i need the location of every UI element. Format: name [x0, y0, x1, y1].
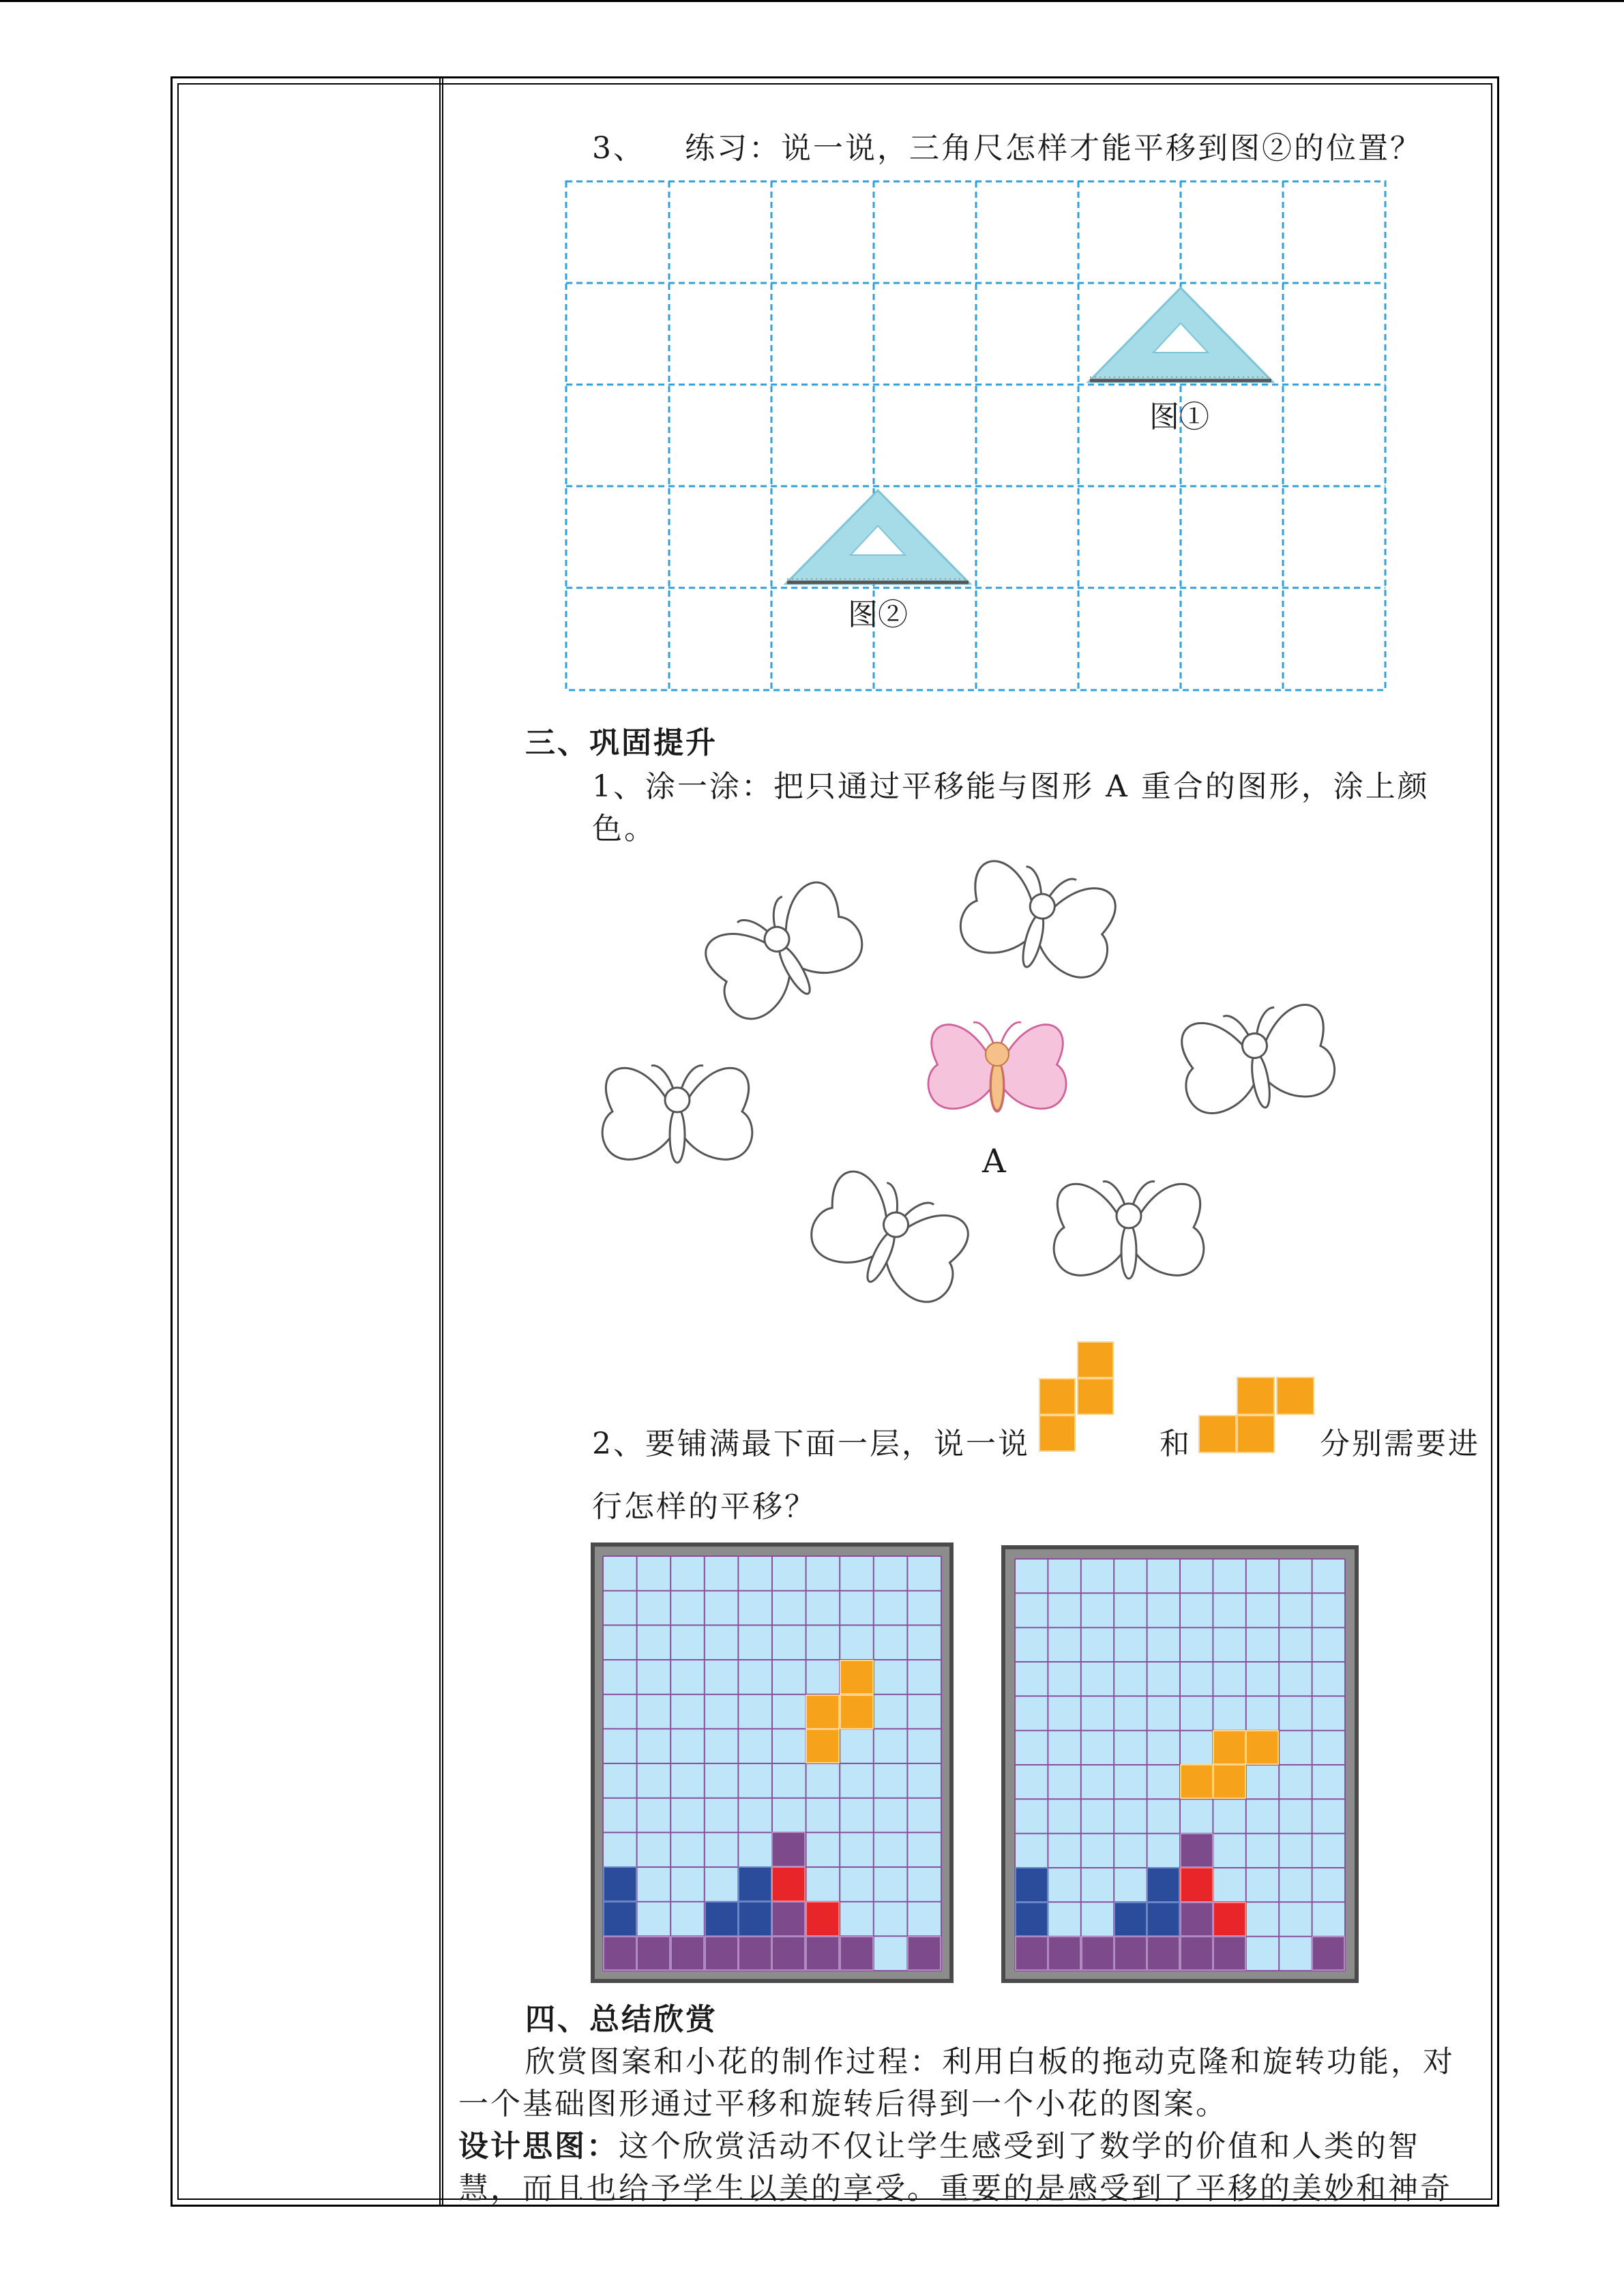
figure-2-label: 图②: [848, 597, 908, 632]
tetris-block-icon: [1035, 1341, 1116, 1455]
question-2-part-1: 2、要铺满最下面一层，说一说: [592, 1427, 1030, 1461]
question-1-line-1: 1、涂一涂：把只通过平移能与图形 A 重合的图形，涂上颜: [592, 769, 1430, 804]
question-2-line-2: 行怎样的平移？: [592, 1489, 816, 1524]
butterfly-icon: [602, 1065, 752, 1163]
figure-a-label: A: [982, 1142, 1006, 1180]
summary-line-1: 欣赏图案和小花的制作过程：利用白板的拖动克隆和旋转功能，对: [525, 2044, 1455, 2079]
butterfly-icon: [801, 1162, 978, 1313]
tetris-board-left: [591, 1542, 954, 1983]
summary-line-2: 一个基础图形通过平移和旋转后得到一个小花的图案。: [458, 2087, 1228, 2121]
practice-text: 练习：说一说，三角尺怎样才能平移到图②的位置？: [685, 131, 1422, 166]
butterfly-icon: [1175, 999, 1340, 1120]
figure-1-label: 图①: [1149, 400, 1209, 434]
practice-number: 3、: [592, 131, 645, 166]
design-thoughts-text: 这个欣赏活动不仅让学生感受到了数学的价值和人类的智: [619, 2129, 1420, 2164]
section-4-heading: 四、总结欣赏: [525, 2002, 718, 2037]
question-1-line-2: 色。: [592, 811, 656, 846]
conjunction-and: 和: [1160, 1427, 1192, 1461]
butterfly-icon: [695, 872, 873, 1031]
question-2-part-2: 分别需要进: [1320, 1427, 1480, 1461]
butterfly-icon: [954, 854, 1123, 987]
design-thoughts-label: 设计思图：: [458, 2129, 619, 2164]
design-thoughts-line-1: [458, 2126, 1420, 2167]
tetris-board-right: [1001, 1545, 1359, 1983]
butterfly-icon: [1054, 1181, 1204, 1279]
section-3-heading: 三、巩固提升: [525, 726, 718, 760]
tetris-block-icon: [1196, 1375, 1316, 1454]
design-thoughts-line-2: 慧，而且也给予学生以美的享受。重要的是感受到了平移的美妙和神奇: [458, 2171, 1452, 2206]
